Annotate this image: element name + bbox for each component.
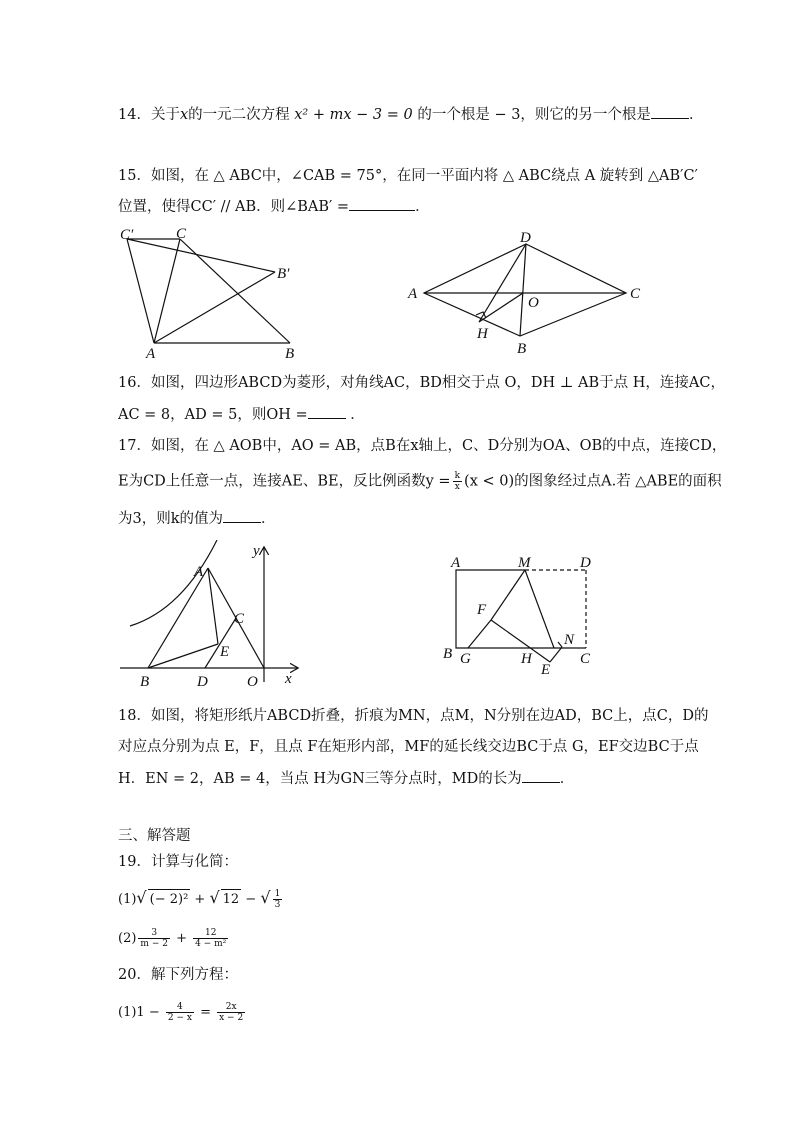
q17-end: ．: [261, 511, 276, 527]
label-c: C: [234, 611, 245, 627]
label-o: O: [528, 295, 539, 311]
label-e: E: [220, 644, 230, 660]
label-b: B: [140, 674, 150, 690]
answer-blank: [522, 768, 560, 783]
label-c: C: [176, 226, 187, 242]
figure-folded-rectangle: [438, 550, 608, 680]
label-n: N: [564, 632, 575, 648]
q16-end: ．: [345, 407, 365, 423]
label-b: B: [285, 346, 295, 362]
label-h: H: [521, 651, 532, 667]
question-15-line2: [118, 196, 430, 217]
q14-end: ．: [688, 107, 704, 123]
label-a: A: [408, 286, 418, 302]
label-c-prime: C′: [120, 227, 134, 243]
question-18-line1: 18．如图，将矩形纸片ABCD折叠，折痕为MN，点M，N分别在边AD，BC上，点C，D的: [118, 708, 709, 724]
question-16-line2: [118, 404, 365, 425]
label-y: y: [253, 543, 260, 559]
label-b-prime: B′: [277, 266, 290, 282]
q14-var: x: [179, 107, 189, 123]
label-c: C: [580, 651, 591, 667]
label-b: B: [443, 646, 453, 662]
figure-rotation-triangle: [110, 224, 310, 364]
label-x: x: [285, 671, 292, 687]
question-17-line2: [118, 471, 722, 492]
answer-blank: [308, 404, 346, 419]
q15-end: ．: [415, 199, 430, 215]
question-19-part1: (1)√ (− 2)² + √ 12 − √ $\frac{1}{3}$: [118, 888, 281, 910]
label-g: G: [460, 651, 471, 667]
q14-equation: x² + mx − 3 = 0: [294, 107, 413, 123]
answer-blank: [651, 104, 689, 119]
figure-rhombus: [400, 226, 650, 360]
label-d: D: [580, 555, 591, 571]
label-a: A: [194, 564, 204, 580]
question-17-line3: [118, 508, 276, 529]
label-h: H: [477, 326, 488, 342]
answer-blank: [349, 196, 415, 211]
label-b: B: [517, 341, 527, 357]
radical-icon: √: [136, 888, 147, 907]
q14-text: 的一个根是 − 3，则它的另一个根是: [412, 107, 651, 123]
question-17-line1: 17．如图，在 △ AOB中，AO = AB，点B在x轴上，C、D分别为OA、OB的中点，连接CD，: [118, 438, 727, 454]
q15-text: 位置，使得CC′ // AB．则∠BAB′ =: [118, 199, 350, 215]
section-title: 三、解答题: [118, 828, 191, 844]
question-20-part1: (1)1 − $\frac{4}{2 - x}$ = $\frac{2x}{x - 2}$: [118, 1002, 244, 1023]
question-15-line1: 15．如图，在 △ ABC中，∠CAB = 75°，在同一平面内将 △ ABC绕点 A 旋转到 △AB′C′: [118, 168, 698, 184]
q18-text: H．EN = 2，AB = 4，当点 H为GN三等分点时，MD的长为: [118, 771, 522, 787]
q17-text: E为CD上任意一点，连接AE、BE，反比例函数y =: [118, 473, 451, 490]
q14-text: 的一元二次方程: [188, 107, 295, 123]
q18-end: ．: [559, 771, 575, 787]
figure-coordinate-plane: [112, 540, 312, 692]
question-18-line3: [118, 768, 574, 789]
answer-blank: [223, 508, 261, 523]
fraction-k-over-x: $\frac{k}{x}$: [454, 471, 461, 492]
label-m: M: [518, 555, 531, 571]
question-19-part2: (2) $\frac{3}{m - 2}$ + $\frac{12}{\text{4 − m²}}$: [118, 928, 227, 949]
question-20-title: 20．解下列方程：: [118, 967, 238, 983]
label-a: A: [146, 346, 156, 362]
question-14: [118, 104, 703, 125]
q14-text: 14．关于: [118, 107, 180, 123]
radical-icon: √: [260, 888, 271, 907]
label-e: E: [541, 662, 551, 678]
question-19-title: 19．计算与化简：: [118, 854, 238, 870]
label-f: F: [477, 602, 487, 618]
label-d: D: [520, 230, 531, 246]
q16-text: AC = 8，AD = 5，则OH =: [118, 407, 308, 423]
label-d: D: [197, 674, 208, 690]
label-o: O: [247, 674, 258, 690]
q17-text: (x < 0)的图象经过点A.若 △ABE的面积: [464, 473, 722, 490]
question-16-line1: 16．如图，四边形ABCD为菱形，对角线AC，BD相交于点 O，DH ⊥ AB于点 H，连接AC，: [118, 375, 725, 391]
radical-icon: √: [209, 888, 220, 907]
question-18-line2: 对应点分别为点 E，F，且点 F在矩形内部，MF的延长线交边BC于点 G，EF交边BC于点: [118, 739, 699, 755]
q17-text: 为3，则k的值为: [118, 511, 224, 527]
label-c: C: [630, 286, 641, 302]
label-a: A: [451, 555, 461, 571]
fraction-one-third: $\frac{1}{3}$: [274, 889, 281, 910]
